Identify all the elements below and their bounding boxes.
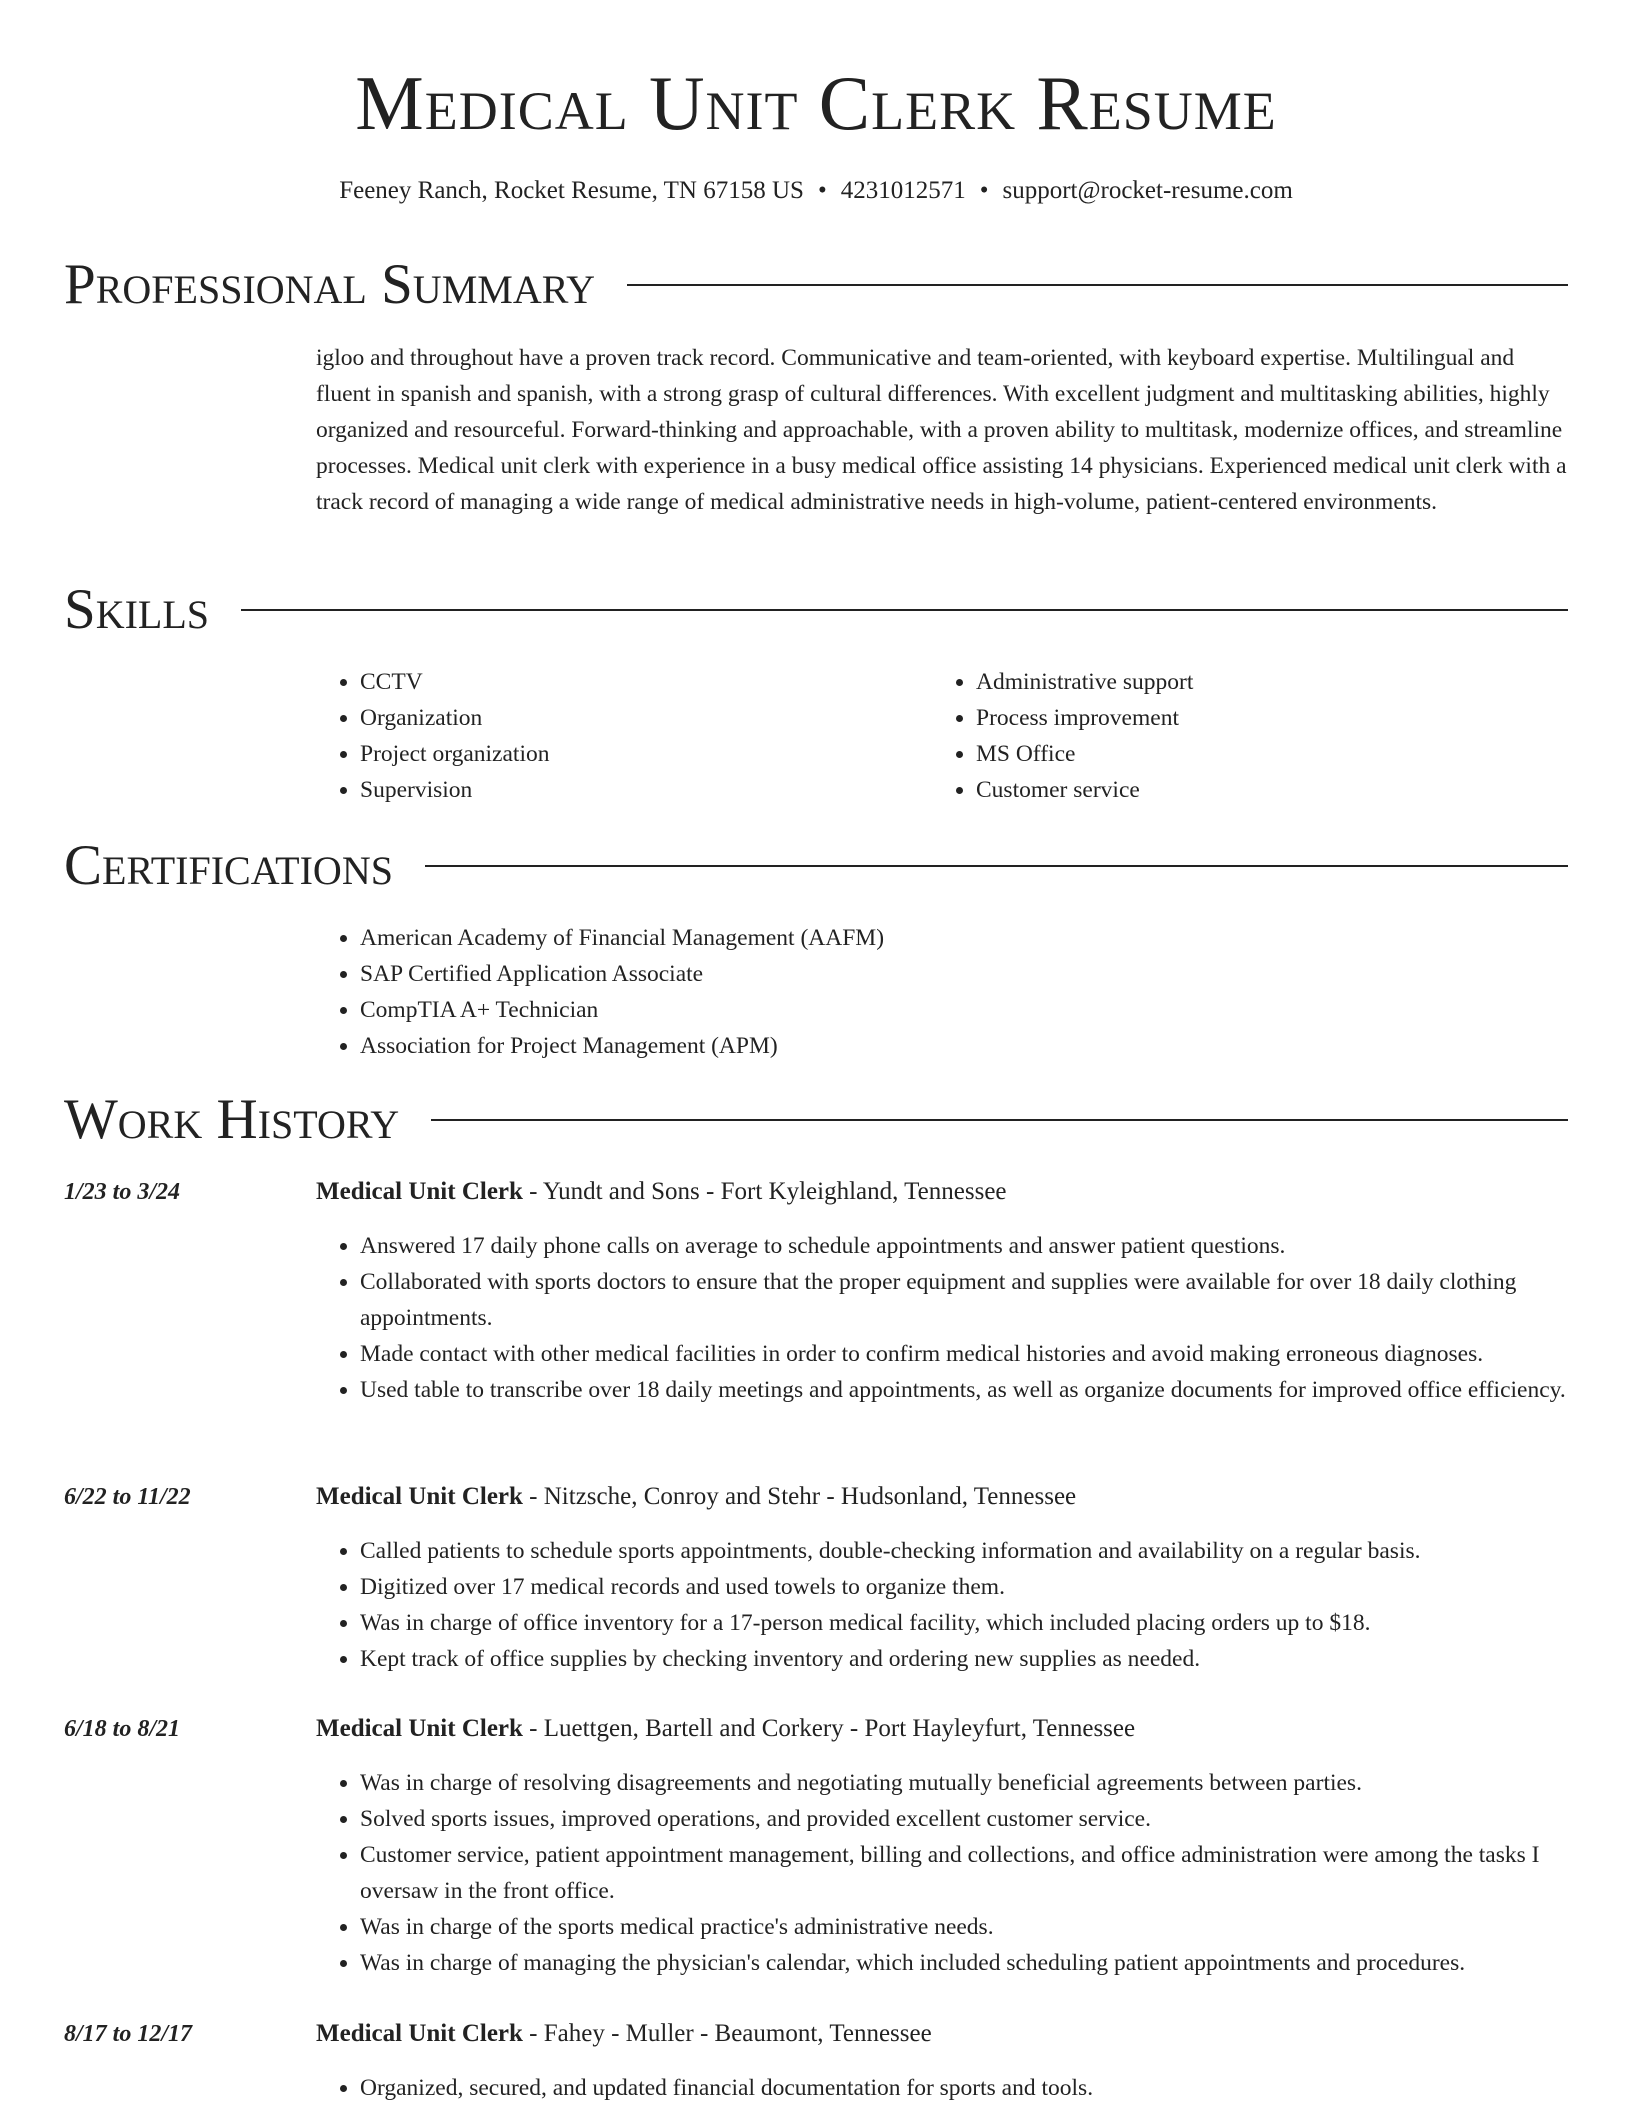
- job-bullet: • Customer service, patient appointment management, billing and collections, and office administration were among the tasks I oversaw in the front office.: [360, 1837, 1572, 1909]
- skill-item: • Process improvement: [976, 700, 1532, 736]
- job-bullets: [316, 2070, 1572, 2106]
- job-bullet: • Collaborated with sports doctors to ensure that the proper equipment and supplies were available for over 18 daily clothing appointments.: [360, 1264, 1572, 1336]
- job-title: Medical Unit Clerk: [316, 1715, 523, 1742]
- work-history-section-header: [64, 1087, 1568, 1153]
- skill-item: • Administrative support: [976, 664, 1532, 700]
- contact-separator: •: [979, 177, 989, 204]
- job-employer: - Yundt and Sons - Fort Kyleighland, Tennessee: [522, 1178, 1007, 1205]
- certifications-heading: Certifications: [64, 834, 393, 897]
- contact-line: [0, 174, 1632, 208]
- job-bullet: • Digitized over 17 medical records and used towels to organize them.: [360, 1569, 1572, 1605]
- job-title: Medical Unit Clerk: [316, 2020, 523, 2047]
- job-bullets: [316, 1765, 1572, 1981]
- work-history-heading: Work History: [64, 1088, 400, 1151]
- job-bullet: • Solved sports issues, improved operations, and provided excellent customer service.: [360, 1801, 1572, 1837]
- job-bullet: • Was in charge of managing the physician's calendar, which included scheduling patient appointments and procedures.: [360, 1945, 1572, 1981]
- skill-item: • CCTV: [360, 664, 916, 700]
- contact-separator: •: [817, 177, 827, 204]
- page-title: Medical Unit Clerk Resume: [355, 60, 1277, 146]
- job-heading: [316, 1479, 1076, 1515]
- job-employer: - Luettgen, Bartell and Corkery - Port Hayleyfurt, Tennessee: [522, 1715, 1136, 1742]
- job-bullet: • Was in charge of resolving disagreements and negotiating mutually beneficial agreements between parties.: [360, 1765, 1572, 1801]
- job-bullet: • Was in charge of office inventory for a 17-person medical facility, which included placing orders up to $18.: [360, 1605, 1572, 1641]
- contact-email: support@rocket-resume.com: [1002, 177, 1293, 204]
- job-bullet: • Was in charge of the sports medical practice's administrative needs.: [360, 1909, 1572, 1945]
- skill-item: • Organization: [360, 700, 916, 736]
- section-divider: [425, 865, 1568, 867]
- job-bullet: • Called patients to schedule sports appointments, double-checking information and availability on a regular basis.: [360, 1533, 1572, 1569]
- skill-item: • Supervision: [360, 772, 916, 808]
- contact-address: Feeney Ranch, Rocket Resume, TN 67158 US: [339, 177, 804, 204]
- skills-column-left: [316, 664, 916, 808]
- job-heading: [316, 1711, 1135, 1747]
- job-dates: 6/22 to 11/22: [64, 1484, 191, 1510]
- job-employer: - Nitzsche, Conroy and Stehr - Hudsonland, Tennessee: [522, 1483, 1077, 1510]
- certification-item: • SAP Certified Application Associate: [360, 956, 1572, 992]
- job-dates: 1/23 to 3/24: [64, 1179, 181, 1205]
- skill-item: • Customer service: [976, 772, 1532, 808]
- summary-heading: Professional Summary: [64, 253, 596, 316]
- certifications-section-header: [64, 833, 1568, 899]
- contact-phone: 4231012571: [840, 177, 966, 204]
- job-title: Medical Unit Clerk: [316, 1178, 523, 1205]
- section-divider: [241, 609, 1568, 611]
- certifications-list: [316, 920, 1572, 1064]
- job-title: Medical Unit Clerk: [316, 1483, 523, 1510]
- summary-section-header: [64, 252, 1568, 318]
- skill-item: • MS Office: [976, 736, 1532, 772]
- job-heading: [316, 1174, 1007, 1210]
- job-dates: 6/18 to 8/21: [64, 1716, 181, 1742]
- job-heading: [316, 2016, 932, 2052]
- job-bullet: • Kept track of office supplies by checking inventory and ordering new supplies as needed.: [360, 1641, 1572, 1677]
- job-bullet: • Answered 17 daily phone calls on average to schedule appointments and answer patient questions.: [360, 1228, 1572, 1264]
- job-dates: 8/17 to 12/17: [64, 2021, 193, 2047]
- summary-text: igloo and throughout have a proven track record. Communicative and team-oriented, with keyboard expertise. Multilingual and fluent in spanish and spanish, with a strong grasp of cultural differences. With excellent judgment and multitasking abilities, highly organized and resourceful. Forward-thinking and approachable, with a proven ability to multitask, modernize offices, and streamline processes. Medical unit clerk with experience in a busy medical office assisting 14 physicians. Experienced medical unit clerk with a track record of managing a wide range of medical administrative needs in high-volume, patient-centered environments.: [316, 345, 1567, 515]
- certification-item: • American Academy of Financial Management (AAFM): [360, 920, 1572, 956]
- skills-heading: Skills: [64, 578, 210, 641]
- skill-item: • Project organization: [360, 736, 916, 772]
- job-bullet: • Used table to transcribe over 18 daily meetings and appointments, as well as organize documents for improved office efficiency.: [360, 1372, 1572, 1408]
- section-divider: [431, 1119, 1568, 1121]
- job-bullets: [316, 1228, 1572, 1408]
- section-divider: [627, 284, 1568, 286]
- job-bullet: • Organized, secured, and updated financial documentation for sports and tools.: [360, 2070, 1572, 2106]
- certification-item: • Association for Project Management (APM): [360, 1028, 1572, 1064]
- skills-section-header: [64, 577, 1568, 643]
- job-employer: - Fahey - Muller - Beaumont, Tennessee: [522, 2020, 932, 2047]
- job-bullet: • Made contact with other medical facilities in order to confirm medical histories and avoid making erroneous diagnoses.: [360, 1336, 1572, 1372]
- certification-item: • CompTIA A+ Technician: [360, 992, 1572, 1028]
- job-bullets: [316, 1533, 1572, 1677]
- skills-column-right: [932, 664, 1532, 808]
